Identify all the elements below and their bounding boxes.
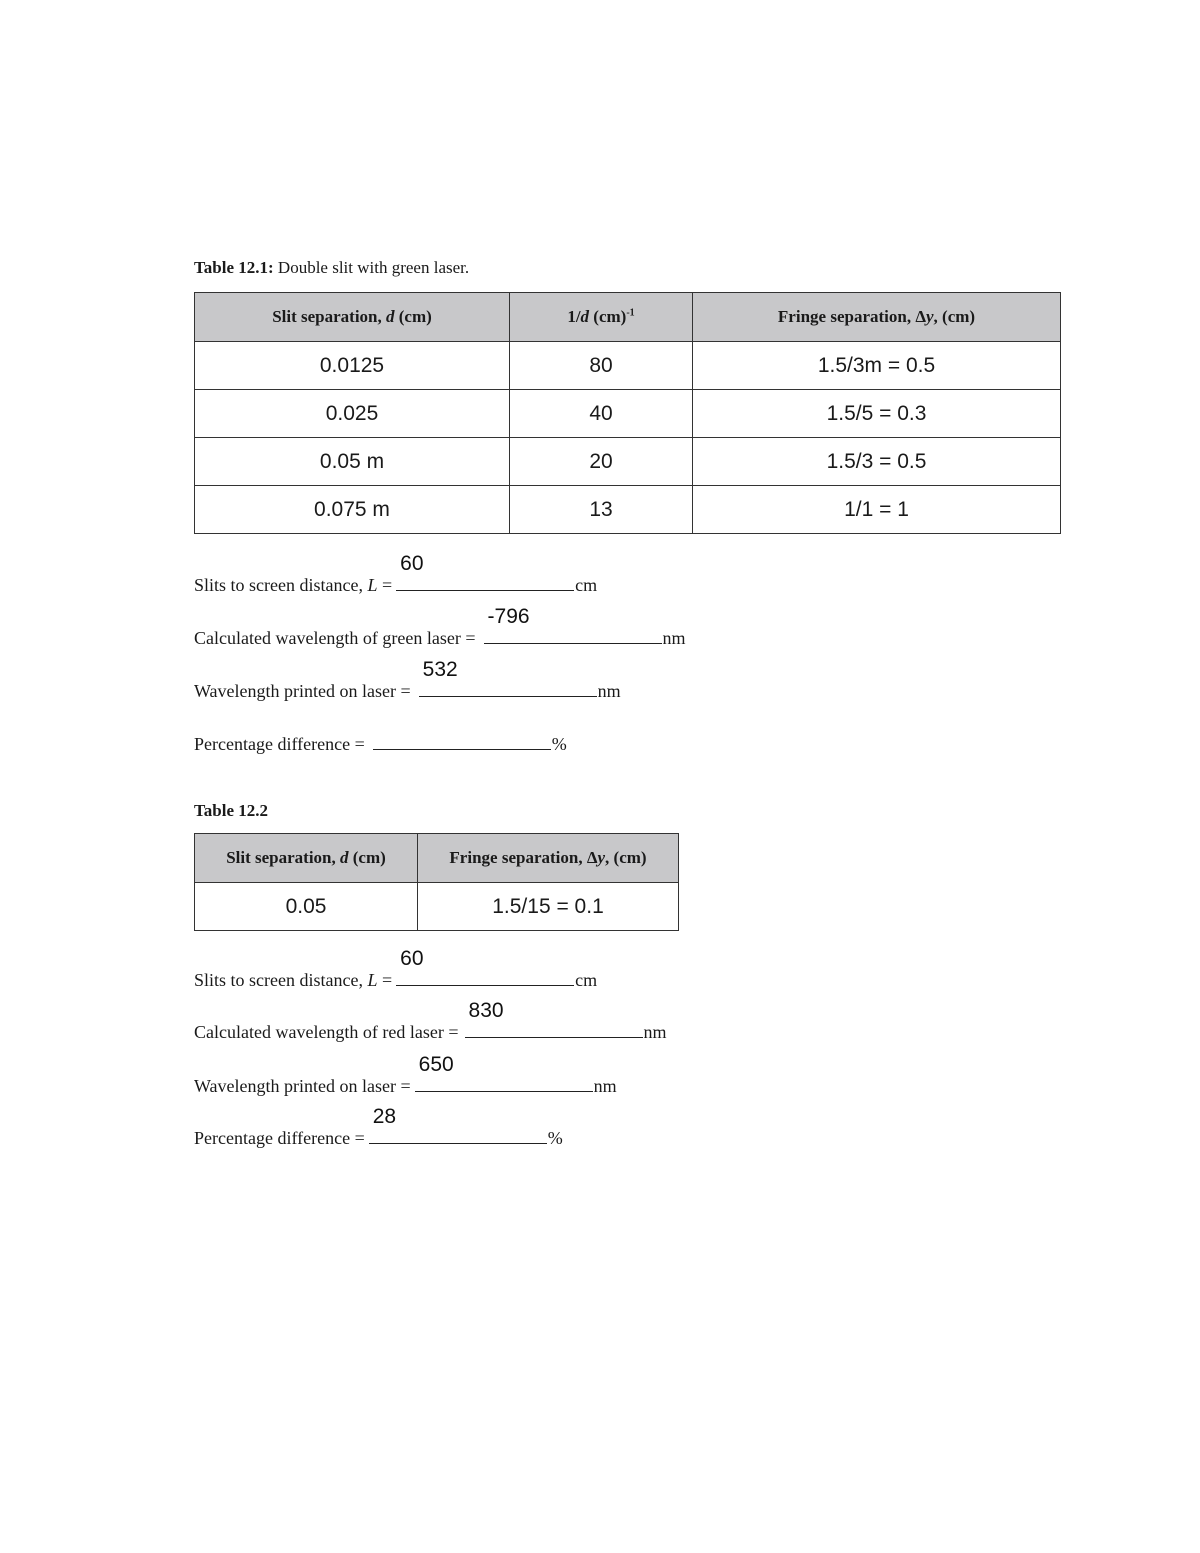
table1 (194, 292, 1061, 534)
table2 (194, 833, 679, 931)
field-wavelength-printed-2: Wavelength printed on laser = 650 nm (194, 1053, 617, 1096)
table-cell: 80 (510, 342, 693, 390)
table-cell: 0.05 m (195, 438, 510, 486)
table2-header-slit-separation: Slit separation, d (cm) (195, 834, 418, 883)
answer-value: 60 (400, 552, 424, 575)
table-cell: 0.025 (195, 390, 510, 438)
table-cell: 0.05 (195, 883, 418, 931)
answer-value: 650 (418, 1053, 454, 1076)
answer-blank[interactable] (396, 947, 574, 986)
table2-caption (194, 801, 268, 821)
table1-header-inverse-d: 1/d (cm)$^{-1}$ (510, 293, 693, 342)
field-percentage-difference-2: Percentage difference = 28 % (194, 1105, 563, 1148)
table-row (195, 390, 1061, 438)
table-row (195, 342, 1061, 390)
answer-blank[interactable] (484, 605, 662, 644)
table-cell: 1.5/15 = 0.1 (418, 883, 679, 931)
answer-blank[interactable] (373, 731, 551, 750)
field-calculated-wavelength-red: Calculated wavelength of red laser = 830 nm (194, 999, 667, 1042)
answer-value: -796 (487, 605, 530, 628)
table-row (195, 883, 679, 931)
answer-blank[interactable] (396, 552, 574, 591)
field-wavelength-printed-1: Wavelength printed on laser = 532 nm (194, 658, 621, 701)
table1-caption-label: Table 12.1: (194, 258, 274, 277)
table1-header-fringe-separation: Fringe separation, Δy, (cm) (693, 293, 1061, 342)
answer-blank[interactable] (415, 1053, 593, 1092)
table-cell: 0.075 m (195, 486, 510, 534)
table2-caption-label: Table 12.2 (194, 801, 269, 820)
table2-header-row (195, 834, 679, 883)
table-cell: 1.5/5 = 0.3 (693, 390, 1061, 438)
field-slits-screen-distance-2: Slits to screen distance, L = 60 cm (194, 947, 598, 990)
field-slits-screen-distance-1: Slits to screen distance, L = 60 cm (194, 552, 598, 595)
answer-value: 60 (400, 947, 424, 970)
table-row (195, 486, 1061, 534)
answer-value: 830 (468, 999, 504, 1022)
table-cell: 0.0125 (195, 342, 510, 390)
answer-value: 532 (422, 658, 458, 681)
answer-blank[interactable] (369, 1105, 547, 1144)
table2-header-fringe-separation: Fringe separation, Δy, (cm) (418, 834, 679, 883)
table1-header-row (195, 293, 1061, 342)
field-calculated-wavelength-green: Calculated wavelength of green laser = -796 nm (194, 605, 686, 648)
answer-blank[interactable] (465, 999, 643, 1038)
field-percentage-difference-1: Percentage difference = % (194, 731, 567, 755)
table-cell: 1.5/3 = 0.5 (693, 438, 1061, 486)
table1-caption-text: Double slit with green laser. (273, 258, 470, 277)
answer-blank[interactable] (419, 658, 597, 697)
table-cell: 40 (510, 390, 693, 438)
table1-caption (194, 258, 469, 278)
table1-header-slit-separation: Slit separation, d (cm) (195, 293, 510, 342)
answer-value: 28 (372, 1105, 397, 1128)
table-cell: 1.5/3m = 0.5 (693, 342, 1061, 390)
table-cell: 20 (510, 438, 693, 486)
table-cell: 1/1 = 1 (693, 486, 1061, 534)
table-row (195, 438, 1061, 486)
table-cell: 13 (510, 486, 693, 534)
